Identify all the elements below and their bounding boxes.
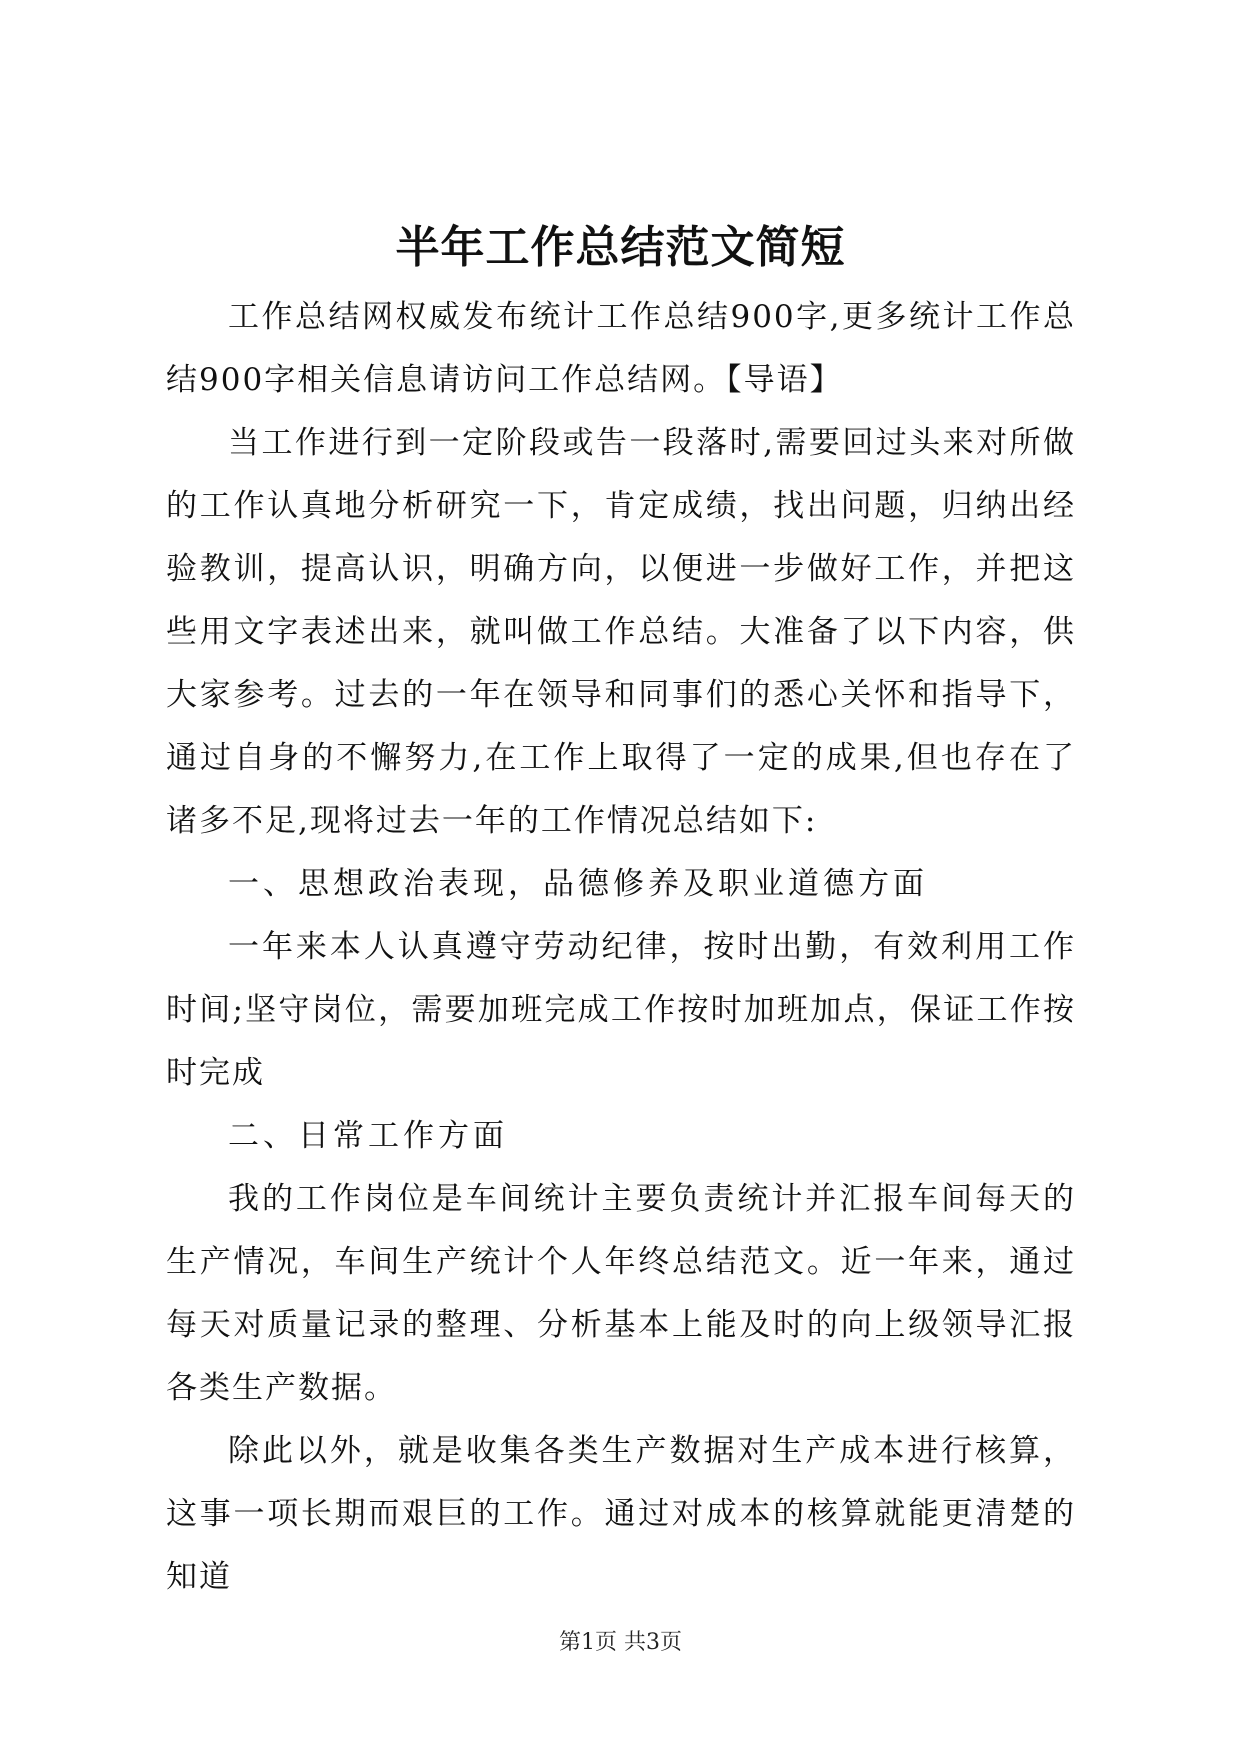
paragraph-preface: 当工作进行到一定阶段或告一段落时,需要回过头来对所做的工作认真地分析研究一下，肯定成绩，找出问题，归纳出经验教训，提高认识，明确方向，以便进一步做好工作，并把这些用文字表述出来，就叫做工作总结。大准备了以下内容，供大家参考。过去的一年在领导和同事们的悉心关怀和指导下，通过自身的不懈努力,在工作上取得了一定的成果,但也存在了诸多不足,现将过去一年的工作情况总结如下: — [166, 425, 1076, 839]
section-heading-1: 一、思想政治表现，品德修养及职业道德方面 — [228, 866, 928, 902]
paragraph-section-2: 我的工作岗位是车间统计主要负责统计并汇报车间每天的生产情况，车间生产统计个人年终总结范文。近一年来，通过每天对质量记录的整理、分析基本上能及时的向上级领导汇报各类生产数据。 — [166, 1181, 1076, 1406]
document-title: 半年工作总结范文简短 — [395, 222, 846, 273]
paragraph-section-1: 一年来本人认真遵守劳动纪律，按时出勤，有效利用工作时间;坚守岗位，需要加班完成工作按时加班加点，保证工作按时完成 — [166, 929, 1076, 1091]
paragraph-section-2-cont: 除此以外，就是收集各类生产数据对生产成本进行核算，这事一项长期而艰巨的工作。通过对成本的核算就能更清楚的知道 — [166, 1433, 1076, 1595]
paragraph-intro: 工作总结网权威发布统计工作总结900字,更多统计工作总结900字相关信息请访问工作总结网。【导语】 — [166, 299, 1076, 398]
document-body — [166, 286, 1076, 1609]
page-footer: 第1页 共3页 — [559, 1630, 682, 1655]
section-heading-2: 二、日常工作方面 — [228, 1118, 508, 1154]
